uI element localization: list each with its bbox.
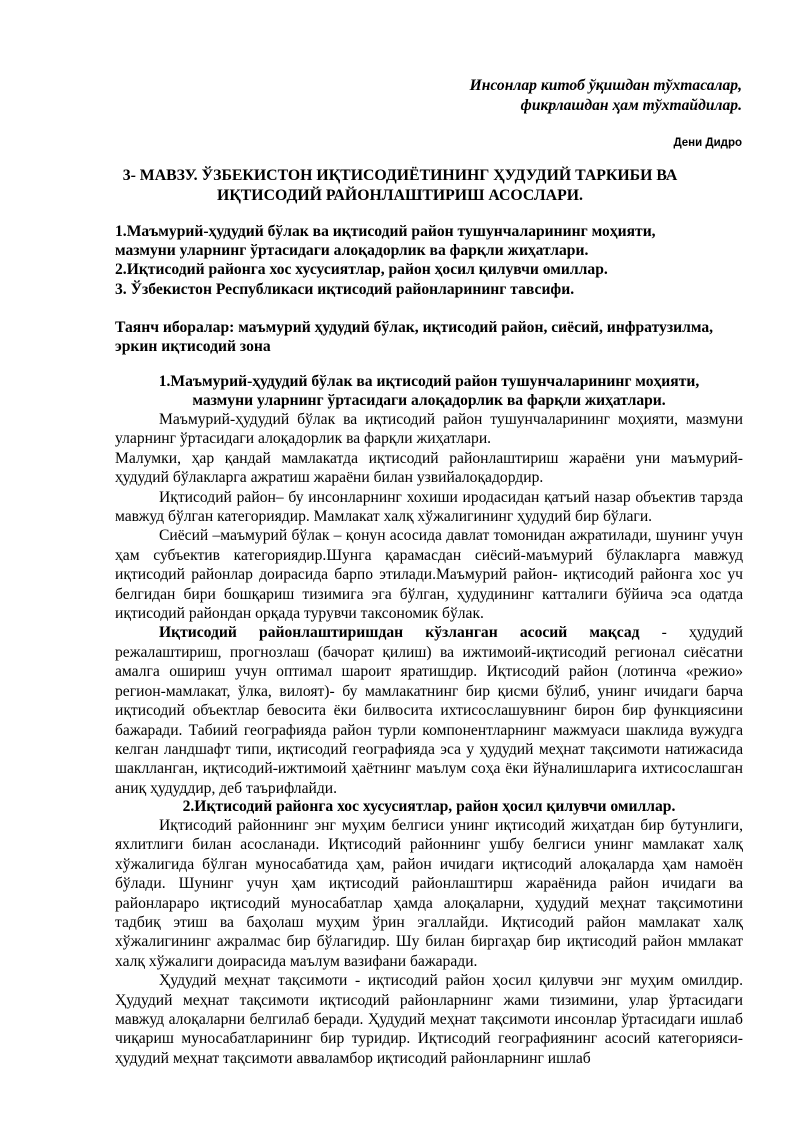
section-2-heading: 2.Иқтисодий районга хос хусусиятлар, район ҳосил қилувчи омиллар. bbox=[182, 798, 676, 815]
paragraph: Маъмурий-ҳудудий бўлак ва иқтисодий район тушунчаларининг моҳияти, мазмуни уларнинг ўртасидаги алоқадорлик ва фарқли жиҳатлари. bbox=[115, 411, 743, 448]
topic-title-line-2: ИҚТИСОДИЙ РАЙОНЛАШТИРИШ АСОСЛАРИ. bbox=[217, 187, 583, 204]
plan-item-1-line-2: мазмуни уларнинг ўртасидаги алоқадорлик ва фарқли жиҳатлари. bbox=[115, 242, 589, 260]
section-1-body bbox=[115, 410, 743, 798]
plan-item-3: 3. Ўзбекистон Республикаси иқтисодий районларининг тавсифи. bbox=[115, 280, 575, 298]
keywords-line-1: Таянч иборалар: маъмурий ҳудудий бўлак, иқтисодий район, сиёсий, инфратузилма, bbox=[115, 319, 714, 336]
paragraph bbox=[115, 623, 743, 798]
paragraph: Ҳудудий меҳнат тақсимоти - иқтисодий район ҳосил қилувчи энг муҳим омилдир. Ҳудудий меҳнат тақсимоти иқтисодий районларнинг жами тизимини, улар ўртасидаги мавжуд алоқаларни белгилаб беради. Ҳудудий меҳнат тақсимоти инсонлар ўртасидаги ишлаб чиқариш муносабатларининг бир туридир. Иқтисодий географиянинг асосий категорияси-ҳудудий меҳнат тақсимоти авваламбор иқтисодий районларнинг ишлаб bbox=[115, 972, 743, 1067]
section-1-heading bbox=[115, 372, 743, 411]
emphasis: Иқтисодий районлаштиришдан кўзланган асосий мақсад bbox=[159, 624, 640, 642]
topic-title-line-1: 3- МАВЗУ. ЎЗБЕКИСТОН ИҚТИСОДИЁТИНИНГ ҲУДУДИЙ ТАРКИБИ ВА bbox=[122, 167, 678, 184]
paragraph: Сиёсий –маъмурий бўлак – қонун асосида давлат томонидан ажратилади, шунинг учун ҳам субъектив категориядир.Шунга қарамасдан сиёсий-маъмурий бўлакларга мавжуд иқтисодий районлар доирасида барпо этилади.Маъмурий район- иқтисодий районга хос уч белгидан бири бошқариш тизимига эга бўлган, ҳудудининг катталиги бўйича эса одатда иқтисодий райондан орқада турувчи таксономик бўлак. bbox=[115, 527, 743, 623]
paragraph: Иқтисодий районнинг энг муҳим белгиси унинг иқтисодий жиҳатдан бир бутунлиги, яхлитлиги билан асосланади. Иқтисодий районнинг ушбу белгиси унинг мамлакат халқ хўжалигида бўлган муносабатида ҳам, район ичидаги иқтисодий алоқаларда ҳам намоён бўлади. Шунинг учун ҳам иқтисодий районлаштирш жараёнида район ичидаги ва районлараро иқтисодий муносабатлар ҳамда алоқаларни, ҳудудий меҳнат тақсимотини тадбиқ этиш ва баҳолаш муҳим ўрин эгаллайди. Иқтисодий район мамлакат халқ хўжалигининг ажралмас бир бўлагидир. Шу билан биргаҳар бир иқтисодий район ммлакат халқ хўжалиги доирасида маълум вазифани бажаради. bbox=[115, 817, 743, 970]
paragraph: Малумки, ҳар қандай мамлакатда иқтисодий районлаштириш жараёни уни маъмурий-ҳудудий бўлакларга ажратиш жараёни билан узвийалоқадордир. bbox=[115, 449, 743, 487]
section-2-body bbox=[115, 816, 743, 1068]
section-1-heading-line-1: 1.Маъмурий-ҳудудий бўлак ва иқтисодий район тушунчаларининг моҳияти, bbox=[158, 373, 700, 390]
topic-plan bbox=[115, 222, 745, 299]
paragraph: Иқтисодий район– бу инсонларнинг хохиши иродасидан қатъий назар объектив тарзда мавжуд бўлган категориядир. Мамлакат халқ хўжалигининг ҳудудий бир бўлаги. bbox=[115, 488, 743, 526]
keywords bbox=[115, 318, 745, 357]
paragraph-text: - ҳудудий режалаштириш, прогнозлаш (бачорат қилиш) ва ижтимоий-иқтисодий регионал сиёсатни амалга ошириш учун оптимал шароит яратишдир. Иқтисодий район (лотинча «режио» регион-мамлакат, ўлка, вилоят)- бу мамлакатнинг бир қисми бўлиб, унинг ичидаги барча иқтисодий объектлар бевосита ёки билвосита ихтисослашувнинг бирон бир функциясини бажаради. Табиий географияда район турли компонентларнинг мажмуаси шаклида вужудга келган ландшафт типи, иқтисодий географияда эса у ҳудудий меҳнат тақсимоти натижасида шаклланган, иқтисодий-ижтимоий ҳаётнинг маълум соҳа ёки йўналишларига ихтисослашган аниқ ҳудуддир, деб таърифлайди. bbox=[115, 624, 743, 797]
plan-item-2: 2.Иқтисодий районга хос хусусиятлар, район ҳосил қилувчи омиллар. bbox=[115, 261, 608, 279]
epigraph-line-2: фикрлашдан ҳам тўхтайдилар. bbox=[520, 97, 742, 114]
epigraph-line-1: Инсонлар китоб ўқишдан тўхтасалар, bbox=[469, 77, 742, 94]
topic-title bbox=[115, 166, 685, 206]
epigraph bbox=[470, 76, 742, 116]
epigraph-author: Дени Дидро bbox=[673, 137, 742, 149]
section-1-heading-line-2: мазмуни уларнинг ўртасидаги алоқадорлик ва фарқли жиҳатлари. bbox=[192, 392, 666, 410]
plan-item-1-line-1: 1.Маъмурий-ҳудудий бўлак ва иқтисодий район тушунчаларининг моҳияти, bbox=[115, 223, 656, 240]
keywords-line-2: эркин иқтисодий зона bbox=[115, 338, 271, 356]
